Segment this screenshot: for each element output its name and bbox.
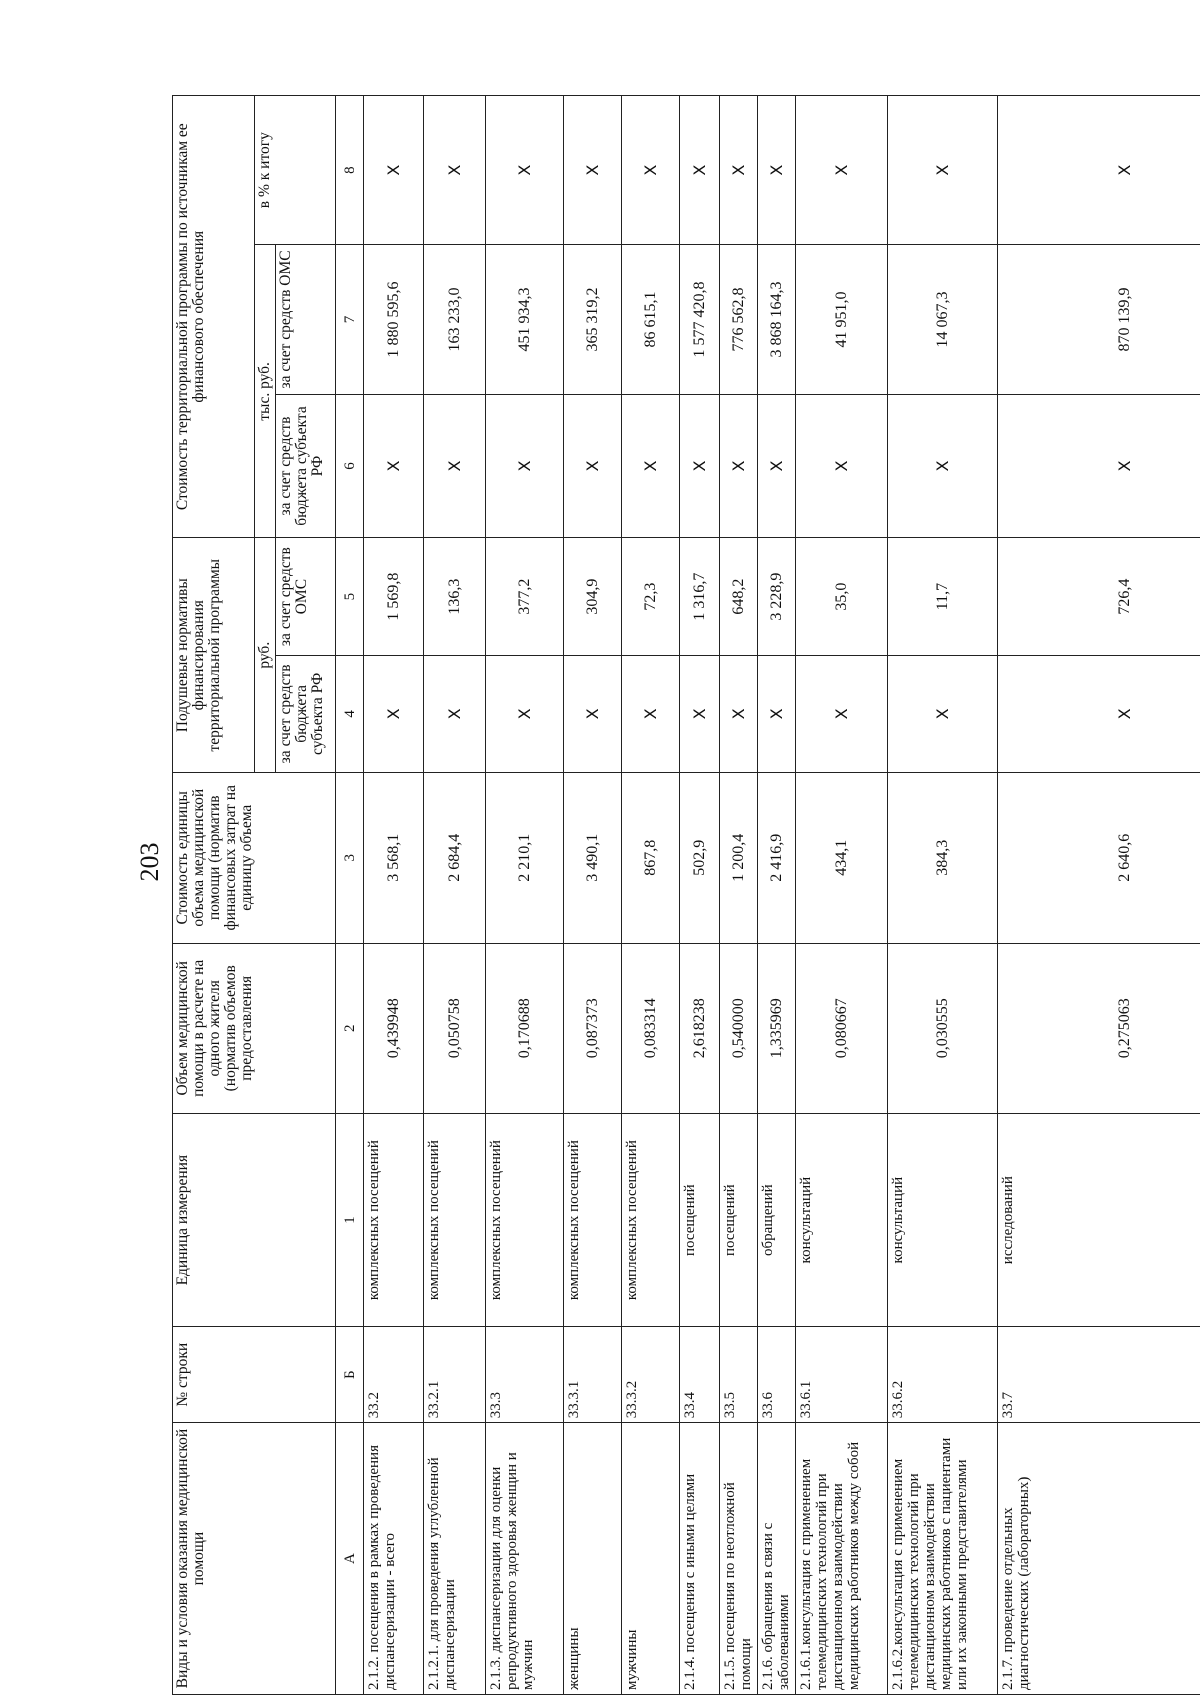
row-oms-rub: 11,7 [888, 538, 998, 655]
header-volume: Объем медицинской помощи в расчете на одного жителя (норматив объемов предоставления [173, 943, 336, 1114]
row-name: 2.1.2.1. для проведения углубленной диспансеризации [424, 1423, 486, 1695]
row-cost: 2 210,1 [486, 772, 564, 943]
row-volume: 0,439948 [364, 943, 424, 1114]
header-budget-rub: за счет средств бюджета субъекта РФ [276, 655, 336, 772]
row-budget-rub: X [364, 655, 424, 772]
rotated-table-container [172, 95, 1200, 1695]
row-percent: X [796, 96, 888, 245]
row-unit: исследований [998, 1114, 1200, 1327]
row-code: 33.2.1 [424, 1327, 486, 1423]
row-budget-rub: X [622, 655, 680, 772]
row-code: 33.6.2 [888, 1327, 998, 1423]
row-oms-thous: 86 615,1 [622, 245, 680, 394]
column-number: 8 [336, 96, 364, 245]
column-number: 1 [336, 1114, 364, 1327]
row-budget-thous: X [486, 394, 564, 538]
row-unit: комплексных посещений [622, 1114, 680, 1327]
row-unit: посещений [720, 1114, 758, 1327]
row-budget-thous: X [796, 394, 888, 538]
row-oms-thous: 41 951,0 [796, 245, 888, 394]
table-row [424, 96, 486, 1695]
table-row [680, 96, 720, 1695]
row-unit: комплексных посещений [564, 1114, 622, 1327]
row-name: женщины [564, 1423, 622, 1695]
row-cost: 434,1 [796, 772, 888, 943]
row-name: 2.1.4. посещения с иными целями [680, 1423, 720, 1695]
row-budget-rub: X [888, 655, 998, 772]
row-percent: X [564, 96, 622, 245]
column-number: 2 [336, 943, 364, 1114]
row-oms-rub: 35,0 [796, 538, 888, 655]
row-unit: комплексных посещений [364, 1114, 424, 1327]
row-budget-thous: X [364, 394, 424, 538]
header-per-capita-unit: руб. [255, 538, 276, 773]
row-name: 2.1.5. посещения по неотложной помощи [720, 1423, 758, 1695]
column-number: 4 [336, 655, 364, 772]
row-budget-thous: X [758, 394, 796, 538]
row-budget-thous: X [424, 394, 486, 538]
header-cost: Стоимость единицы объема медицинской помощи (норматив финансовых затрат на единицу объема [173, 772, 336, 943]
row-volume: 0,275063 [998, 943, 1200, 1114]
row-budget-thous: X [720, 394, 758, 538]
row-cost: 867,8 [622, 772, 680, 943]
row-code: 33.7 [998, 1327, 1200, 1423]
row-unit: посещений [680, 1114, 720, 1327]
row-code: 33.3.1 [564, 1327, 622, 1423]
header-percent: в % к итогу [255, 96, 336, 245]
row-code: 33.6 [758, 1327, 796, 1423]
table-row [888, 96, 998, 1695]
row-oms-rub: 304,9 [564, 538, 622, 655]
row-name: мужчины [622, 1423, 680, 1695]
row-budget-thous: X [998, 394, 1200, 538]
row-oms-rub: 72,3 [622, 538, 680, 655]
row-code: 33.3 [486, 1327, 564, 1423]
column-number-row [336, 96, 364, 1695]
row-budget-rub: X [564, 655, 622, 772]
row-oms-rub: 1 569,8 [364, 538, 424, 655]
header-per-capita-group: Подушевые нормативы финансирования территориальной программы [173, 538, 255, 773]
row-percent: X [424, 96, 486, 245]
row-oms-thous: 1 577 420,8 [680, 245, 720, 394]
header-budget-thous: за счет средств бюджета субъекта РФ [276, 394, 336, 538]
row-cost: 502,9 [680, 772, 720, 943]
row-name: 2.1.6.1.консультация с применением телемедицинских технологий при дистанционном взаимодействии медицинских работников между собой [796, 1423, 888, 1695]
row-unit: консультаций [796, 1114, 888, 1327]
table-row [364, 96, 424, 1695]
row-percent: X [680, 96, 720, 245]
row-volume: 0,083314 [622, 943, 680, 1114]
table-row [720, 96, 758, 1695]
row-oms-rub: 648,2 [720, 538, 758, 655]
header-row-no: № строки [173, 1327, 336, 1423]
row-name: 2.1.2. посещения в рамках проведения диспансеризации - всего [364, 1423, 424, 1695]
row-name: 2.1.6. обращения в связи с заболеваниями [758, 1423, 796, 1695]
row-budget-thous: X [622, 394, 680, 538]
row-oms-thous: 3 868 164,3 [758, 245, 796, 394]
row-oms-thous: 365 319,2 [564, 245, 622, 394]
column-number: 7 [336, 245, 364, 394]
row-budget-rub: X [998, 655, 1200, 772]
financing-table [172, 95, 1200, 1695]
table-row [998, 96, 1200, 1695]
row-oms-thous: 14 067,3 [888, 245, 998, 394]
table-body [364, 96, 1200, 1695]
row-cost: 2 684,4 [424, 772, 486, 943]
page-number: 203 [135, 842, 164, 882]
row-cost: 3 490,1 [564, 772, 622, 943]
table-row [622, 96, 680, 1695]
table-header [173, 96, 364, 1695]
row-unit: комплексных посещений [424, 1114, 486, 1327]
row-percent: X [758, 96, 796, 245]
row-volume: 2,618238 [680, 943, 720, 1114]
row-percent: X [622, 96, 680, 245]
row-name: 2.1.6.2.консультация с применением телемедицинских технологий при дистанционном взаимодействии медицинских работников с пациентами или их законными представителями [888, 1423, 998, 1695]
header-oms-rub: за счет средств ОМС [276, 538, 336, 655]
row-budget-rub: X [486, 655, 564, 772]
row-percent: X [998, 96, 1200, 245]
column-number: 3 [336, 772, 364, 943]
row-code: 33.5 [720, 1327, 758, 1423]
row-budget-rub: X [758, 655, 796, 772]
row-volume: 0,540000 [720, 943, 758, 1114]
row-code: 33.2 [364, 1327, 424, 1423]
row-budget-rub: X [720, 655, 758, 772]
column-number: 5 [336, 538, 364, 655]
row-oms-thous: 1 880 595,6 [364, 245, 424, 394]
row-budget-rub: X [680, 655, 720, 772]
row-cost: 3 568,1 [364, 772, 424, 943]
header-unit: Единица измерения [173, 1114, 336, 1327]
row-percent: X [720, 96, 758, 245]
column-number: А [336, 1423, 364, 1695]
row-oms-rub: 377,2 [486, 538, 564, 655]
row-oms-rub: 136,3 [424, 538, 486, 655]
row-cost: 2 640,6 [998, 772, 1200, 943]
row-budget-rub: X [796, 655, 888, 772]
row-oms-rub: 1 316,7 [680, 538, 720, 655]
row-oms-rub: 3 228,9 [758, 538, 796, 655]
row-unit: обращений [758, 1114, 796, 1327]
row-oms-thous: 776 562,8 [720, 245, 758, 394]
column-number: 6 [336, 394, 364, 538]
header-total-cost-unit: тыс. руб. [255, 245, 276, 538]
row-code: 33.3.2 [622, 1327, 680, 1423]
table-row [796, 96, 888, 1695]
header-total-cost-group: Стоимость территориальной программы по источникам ее финансового обеспечения [173, 96, 255, 538]
row-oms-thous: 870 139,9 [998, 245, 1200, 394]
row-budget-thous: X [680, 394, 720, 538]
column-number: Б [336, 1327, 364, 1423]
row-cost: 384,3 [888, 772, 998, 943]
row-budget-thous: X [564, 394, 622, 538]
row-cost: 1 200,4 [720, 772, 758, 943]
row-percent: X [364, 96, 424, 245]
table-row [564, 96, 622, 1695]
row-cost: 2 416,9 [758, 772, 796, 943]
row-volume: 0,170688 [486, 943, 564, 1114]
row-percent: X [888, 96, 998, 245]
row-oms-thous: 451 934,3 [486, 245, 564, 394]
row-volume: 0,030555 [888, 943, 998, 1114]
header-oms-thous: за счет средств ОМС [276, 245, 336, 394]
row-unit: комплексных посещений [486, 1114, 564, 1327]
row-unit: консультаций [888, 1114, 998, 1327]
row-volume: 0,050758 [424, 943, 486, 1114]
row-volume: 1,335969 [758, 943, 796, 1114]
header-type: Виды и условия оказания медицинской помощи [173, 1423, 336, 1695]
row-volume: 0,087373 [564, 943, 622, 1114]
row-oms-rub: 726,4 [998, 538, 1200, 655]
row-code: 33.6.1 [796, 1327, 888, 1423]
row-volume: 0,080667 [796, 943, 888, 1114]
row-percent: X [486, 96, 564, 245]
row-budget-rub: X [424, 655, 486, 772]
table-row [758, 96, 796, 1695]
row-code: 33.4 [680, 1327, 720, 1423]
row-name: 2.1.3. диспансеризации для оценки репродуктивного здоровья женщин и мужчин [486, 1423, 564, 1695]
table-row [486, 96, 564, 1695]
row-name: 2.1.7. проведение отдельных диагностических (лабораторных) [998, 1423, 1200, 1695]
row-budget-thous: X [888, 394, 998, 538]
row-oms-thous: 163 233,0 [424, 245, 486, 394]
